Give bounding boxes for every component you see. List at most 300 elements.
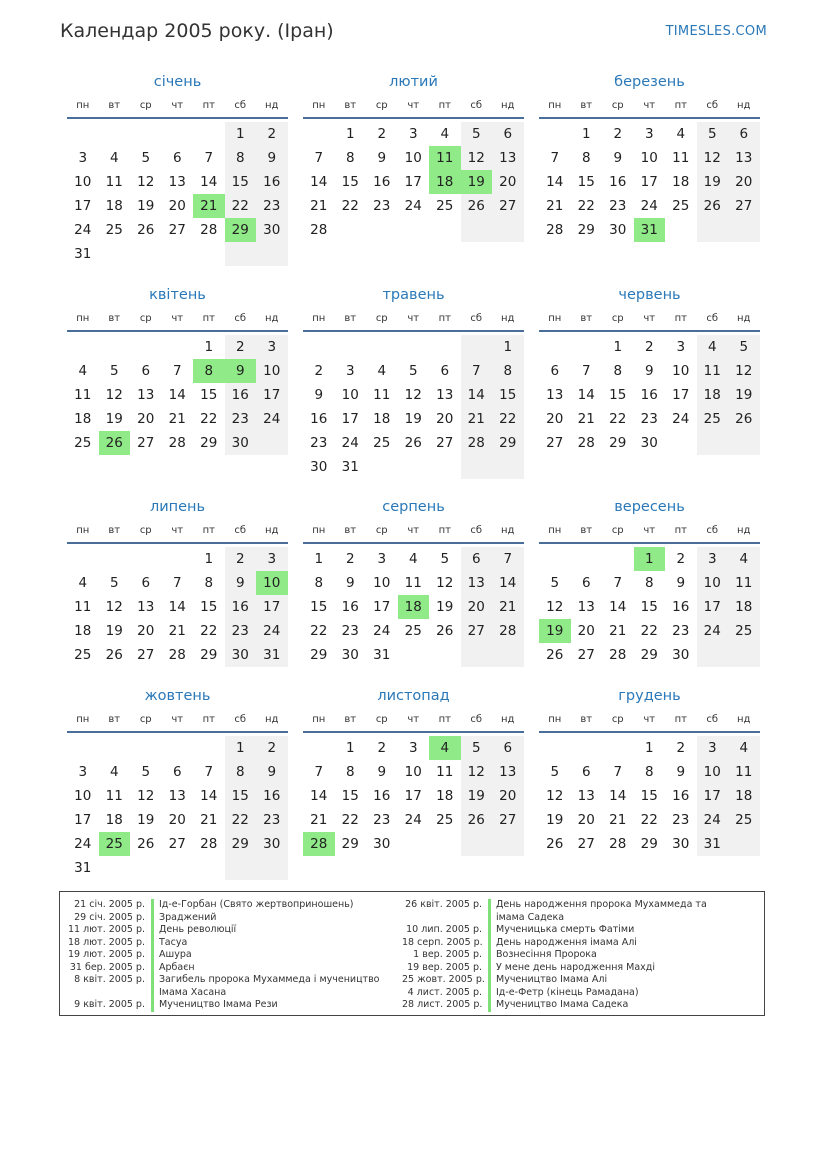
day-cell: 5	[109, 575, 119, 591]
weekday-label: сб	[234, 313, 247, 324]
day-cell: 12	[105, 599, 123, 615]
day-cell: 10	[697, 760, 729, 784]
day-cell: 2	[377, 126, 387, 142]
holiday-marker	[151, 912, 154, 925]
empty-cell	[539, 736, 571, 760]
day-cell: 16	[225, 383, 257, 407]
holiday-marker	[151, 899, 154, 912]
legend-row	[65, 899, 394, 912]
day-cell: 30	[373, 836, 391, 852]
day-cell: 8	[581, 150, 591, 166]
weekday-header	[539, 711, 760, 729]
day-cell: 28	[609, 836, 627, 852]
day-cell: 18	[105, 812, 123, 828]
weekday-label: вт	[580, 313, 593, 324]
day-cell: 26	[436, 623, 454, 639]
day-cell: 13	[436, 387, 454, 403]
day-cell: 29	[609, 435, 627, 451]
header-rule	[67, 731, 288, 733]
weekday-label: ср	[139, 525, 152, 536]
weekday-label: вт	[108, 714, 121, 725]
weekday-label: сб	[706, 525, 719, 536]
weekday-label: ср	[375, 100, 388, 111]
day-cell: 9	[377, 150, 387, 166]
day-cell: 15	[640, 788, 658, 804]
legend-row	[65, 974, 394, 999]
weekday-label: чт	[171, 100, 184, 111]
day-grid	[539, 122, 760, 242]
legend-row	[65, 949, 394, 962]
empty-cell	[130, 856, 162, 880]
day-cell: 13	[728, 146, 760, 170]
day-cell: 25	[74, 647, 92, 663]
day-cell: 6	[172, 764, 182, 780]
day-cell: 2	[377, 740, 387, 756]
day-cell: 16	[609, 174, 627, 190]
legend-text: Тасуа	[159, 936, 188, 948]
day-cell: 21	[310, 812, 328, 828]
day-cell: 15	[200, 599, 218, 615]
day-cell: 16	[640, 387, 658, 403]
day-cell: 29	[310, 647, 328, 663]
day-cell: 29	[200, 435, 218, 451]
day-cell: 3	[408, 126, 418, 142]
day-cell: 9	[256, 760, 288, 784]
day-cell: 23	[672, 812, 690, 828]
day-cell: 11	[74, 599, 92, 615]
weekday-label: пт	[438, 100, 451, 111]
empty-cell	[697, 431, 729, 455]
day-cell: 23	[256, 194, 288, 218]
day-cell: 17	[697, 595, 729, 619]
day-cell: 17	[404, 788, 422, 804]
month-block	[67, 72, 288, 266]
empty-cell	[697, 218, 729, 242]
empty-cell	[461, 455, 493, 479]
legend-date: 29 січ. 2005 р.	[74, 911, 145, 923]
day-cell: 20	[137, 623, 155, 639]
day-cell: 30	[225, 431, 257, 455]
day-cell: 12	[546, 599, 564, 615]
weekday-label: вт	[344, 100, 357, 111]
day-cell: 15	[609, 387, 627, 403]
day-cell: 29	[640, 836, 658, 852]
weekday-header	[67, 522, 288, 540]
empty-cell	[225, 242, 257, 266]
weekday-label: ср	[611, 525, 624, 536]
month-block	[539, 72, 760, 242]
weekday-label: чт	[407, 100, 420, 111]
holiday-marker	[488, 949, 491, 962]
day-cell: 10	[74, 788, 92, 804]
weekday-label: пт	[674, 525, 687, 536]
holiday-marker	[488, 999, 491, 1012]
weekday-label: нд	[737, 714, 751, 725]
day-cell: 14	[200, 174, 218, 190]
month-name: березень	[614, 74, 685, 90]
day-cell: 16	[672, 599, 690, 615]
day-cell: 26	[728, 407, 760, 431]
day-cell: 24	[256, 407, 288, 431]
day-cell: 5	[550, 764, 560, 780]
day-grid	[67, 736, 288, 880]
day-cell: 7	[492, 547, 524, 571]
weekday-header	[539, 97, 760, 115]
empty-cell	[728, 218, 760, 242]
day-cell: 30	[225, 643, 257, 667]
day-cell: 28	[168, 647, 186, 663]
day-cell: 6	[550, 363, 560, 379]
day-cell: 18	[398, 595, 430, 619]
empty-cell	[162, 547, 194, 571]
header-rule	[67, 542, 288, 544]
day-cell: 15	[577, 174, 595, 190]
day-cell: 3	[408, 740, 418, 756]
day-cell: 4	[78, 363, 88, 379]
legend-text: Ід-е-Фетр (кінець Рамадана)	[496, 986, 639, 998]
day-cell: 9	[314, 387, 324, 403]
weekday-label: пн	[76, 525, 90, 536]
empty-cell	[461, 643, 493, 667]
day-cell: 7	[314, 150, 324, 166]
weekday-label: пн	[76, 313, 90, 324]
day-cell: 29	[492, 431, 524, 455]
empty-cell	[492, 643, 524, 667]
empty-cell	[99, 335, 131, 359]
weekday-label: ср	[375, 313, 388, 324]
day-cell: 16	[256, 170, 288, 194]
month-block	[303, 686, 524, 856]
day-cell: 14	[310, 174, 328, 190]
day-cell: 1	[225, 122, 257, 146]
day-cell: 19	[539, 619, 571, 643]
day-cell: 25	[99, 832, 131, 856]
day-cell: 2	[256, 736, 288, 760]
weekday-header	[67, 310, 288, 328]
day-cell: 11	[429, 146, 461, 170]
weekday-label: пт	[438, 525, 451, 536]
day-cell: 15	[225, 170, 257, 194]
day-cell: 23	[609, 198, 627, 214]
day-cell: 21	[609, 623, 627, 639]
day-cell: 24	[373, 623, 391, 639]
legend-date: 18 серп. 2005 р.	[402, 936, 483, 948]
weekday-label: пт	[674, 313, 687, 324]
day-cell: 22	[577, 198, 595, 214]
brand-link[interactable]: TIMESLES.COM	[665, 24, 767, 39]
day-cell: 4	[429, 736, 461, 760]
day-cell: 16	[256, 784, 288, 808]
empty-cell	[571, 547, 603, 571]
day-cell: 4	[697, 335, 729, 359]
day-cell: 27	[168, 222, 186, 238]
empty-cell	[99, 122, 131, 146]
weekday-label: нд	[737, 525, 751, 536]
day-cell: 6	[141, 363, 151, 379]
day-cell: 7	[461, 359, 493, 383]
day-cell: 17	[404, 174, 422, 190]
day-cell: 26	[105, 647, 123, 663]
weekday-label: нд	[265, 714, 279, 725]
day-cell: 26	[99, 431, 131, 455]
weekday-label: чт	[407, 714, 420, 725]
day-cell: 20	[137, 411, 155, 427]
month-name: листопад	[377, 688, 450, 704]
day-grid	[303, 335, 524, 479]
weekday-label: пн	[312, 100, 326, 111]
day-cell: 26	[546, 836, 564, 852]
day-cell: 28	[200, 222, 218, 238]
day-cell: 20	[577, 623, 595, 639]
day-cell: 11	[404, 575, 422, 591]
day-cell: 9	[377, 764, 387, 780]
day-cell: 8	[492, 359, 524, 383]
day-cell: 4	[728, 547, 760, 571]
legend-text: Загибель пророка Мухаммеда і мучеництво Імама Хасана	[159, 974, 380, 998]
day-cell: 1	[644, 740, 654, 756]
day-cell: 28	[492, 619, 524, 643]
empty-cell	[99, 242, 131, 266]
holiday-marker	[151, 937, 154, 950]
day-cell: 30	[672, 647, 690, 663]
day-cell: 6	[728, 122, 760, 146]
holiday-marker	[151, 962, 154, 975]
day-cell: 28	[609, 647, 627, 663]
day-grid	[67, 335, 288, 455]
day-cell: 17	[341, 411, 359, 427]
day-cell: 2	[644, 339, 654, 355]
day-cell: 23	[341, 623, 359, 639]
weekday-label: ср	[611, 100, 624, 111]
day-cell: 5	[141, 764, 151, 780]
empty-cell	[99, 856, 131, 880]
day-cell: 12	[137, 788, 155, 804]
day-cell: 19	[461, 170, 493, 194]
day-cell: 20	[461, 595, 493, 619]
day-cell: 6	[172, 150, 182, 166]
day-cell: 30	[310, 459, 328, 475]
weekday-label: чт	[171, 313, 184, 324]
day-cell: 12	[105, 387, 123, 403]
day-cell: 7	[581, 363, 591, 379]
day-cell: 25	[373, 435, 391, 451]
day-cell: 31	[697, 832, 729, 856]
day-cell: 1	[345, 126, 355, 142]
day-cell: 28	[200, 836, 218, 852]
day-cell: 17	[373, 599, 391, 615]
legend-date: 19 лют. 2005 р.	[68, 949, 145, 960]
day-cell: 22	[640, 623, 658, 639]
day-cell: 6	[581, 575, 591, 591]
day-cell: 12	[728, 359, 760, 383]
day-cell: 8	[613, 363, 623, 379]
day-cell: 2	[225, 547, 257, 571]
day-cell: 11	[697, 359, 729, 383]
day-cell: 2	[676, 551, 686, 567]
legend-date: 4 лист. 2005 р.	[407, 986, 482, 998]
holiday-marker	[488, 937, 491, 950]
day-cell: 22	[609, 411, 627, 427]
holiday-marker	[488, 962, 491, 975]
empty-cell	[256, 856, 288, 880]
legend-date: 1 вер. 2005 р.	[413, 949, 482, 960]
day-cell: 5	[550, 575, 560, 591]
day-cell: 27	[492, 194, 524, 218]
legend-row	[402, 987, 731, 1000]
day-cell: 23	[225, 619, 257, 643]
empty-cell	[602, 547, 634, 571]
weekday-label: чт	[171, 525, 184, 536]
day-cell: 9	[676, 575, 686, 591]
empty-cell	[130, 547, 162, 571]
day-cell: 24	[404, 198, 422, 214]
day-cell: 16	[225, 595, 257, 619]
legend-text: У мене день народження Махді	[496, 961, 655, 973]
legend-row	[65, 924, 394, 937]
day-cell: 31	[74, 246, 92, 262]
day-cell: 9	[345, 575, 355, 591]
day-cell: 14	[577, 387, 595, 403]
month-block	[539, 497, 760, 667]
day-cell: 23	[256, 808, 288, 832]
day-cell: 12	[461, 760, 493, 784]
day-cell: 31	[373, 647, 391, 663]
legend-row	[65, 962, 394, 975]
weekday-label: пн	[312, 525, 326, 536]
day-cell: 3	[78, 764, 88, 780]
weekday-header	[303, 522, 524, 540]
weekday-label: чт	[407, 313, 420, 324]
day-cell: 27	[137, 435, 155, 451]
day-cell: 11	[105, 788, 123, 804]
day-cell: 1	[204, 339, 214, 355]
day-cell: 26	[461, 808, 493, 832]
empty-cell	[665, 218, 697, 242]
day-cell: 28	[546, 222, 564, 238]
legend-date: 28 лист. 2005 р.	[402, 999, 483, 1010]
day-cell: 18	[373, 411, 391, 427]
day-cell: 1	[204, 551, 214, 567]
day-cell: 21	[609, 812, 627, 828]
empty-cell	[67, 335, 99, 359]
day-cell: 13	[546, 387, 564, 403]
day-cell: 28	[461, 431, 493, 455]
day-cell: 27	[168, 836, 186, 852]
day-cell: 19	[461, 784, 493, 808]
day-cell: 28	[168, 435, 186, 451]
weekday-label: сб	[234, 525, 247, 536]
day-cell: 16	[373, 174, 391, 190]
empty-cell	[99, 736, 131, 760]
month-name: грудень	[618, 688, 681, 704]
day-cell: 19	[697, 170, 729, 194]
day-cell: 20	[168, 198, 186, 214]
weekday-label: пн	[548, 313, 562, 324]
empty-cell	[539, 547, 571, 571]
month-block	[67, 686, 288, 880]
empty-cell	[256, 242, 288, 266]
day-cell: 21	[492, 595, 524, 619]
day-cell: 16	[310, 411, 328, 427]
empty-cell	[303, 736, 335, 760]
empty-cell	[303, 122, 335, 146]
day-cell: 3	[676, 339, 686, 355]
day-cell: 21	[577, 411, 595, 427]
header-rule	[67, 117, 288, 119]
day-cell: 23	[225, 407, 257, 431]
day-cell: 17	[672, 387, 690, 403]
day-cell: 9	[225, 359, 257, 383]
month-name: вересень	[614, 499, 685, 515]
day-cell: 21	[310, 198, 328, 214]
day-cell: 23	[310, 435, 328, 451]
weekday-header	[303, 711, 524, 729]
empty-cell	[398, 832, 430, 856]
month-block	[539, 285, 760, 455]
day-cell: 24	[341, 435, 359, 451]
day-cell: 10	[256, 571, 288, 595]
day-cell: 29	[200, 647, 218, 663]
day-cell: 29	[225, 832, 257, 856]
empty-cell	[335, 218, 367, 242]
empty-cell	[429, 455, 461, 479]
weekday-label: ср	[139, 100, 152, 111]
empty-cell	[602, 736, 634, 760]
weekday-label: вт	[580, 714, 593, 725]
day-cell: 15	[492, 383, 524, 407]
day-cell: 4	[440, 126, 450, 142]
day-cell: 18	[429, 170, 461, 194]
holiday-marker	[151, 924, 154, 937]
empty-cell	[130, 335, 162, 359]
day-cell: 21	[200, 812, 218, 828]
day-cell: 4	[78, 575, 88, 591]
empty-cell	[193, 856, 225, 880]
day-cell: 16	[672, 788, 690, 804]
header-rule	[303, 731, 524, 733]
day-cell: 25	[105, 222, 123, 238]
day-cell: 26	[137, 222, 155, 238]
day-cell: 30	[341, 647, 359, 663]
day-cell: 13	[492, 146, 524, 170]
weekday-label: вт	[344, 525, 357, 536]
legend-text: День революції	[159, 924, 237, 935]
weekday-label: нд	[501, 100, 515, 111]
header-rule	[539, 731, 760, 733]
day-cell: 19	[105, 623, 123, 639]
weekday-label: сб	[470, 525, 483, 536]
legend-text: День народження імама Алі	[496, 936, 637, 948]
day-grid	[303, 547, 524, 667]
empty-cell	[162, 335, 194, 359]
day-cell: 23	[672, 623, 690, 639]
day-cell: 17	[640, 174, 658, 190]
empty-cell	[492, 455, 524, 479]
day-cell: 1	[314, 551, 324, 567]
day-cell: 27	[492, 808, 524, 832]
day-cell: 17	[74, 812, 92, 828]
header-rule	[539, 330, 760, 332]
empty-cell	[665, 431, 697, 455]
day-cell: 27	[728, 194, 760, 218]
day-cell: 19	[546, 812, 564, 828]
weekday-label: сб	[234, 714, 247, 725]
weekday-label: сб	[706, 714, 719, 725]
day-cell: 25	[436, 198, 454, 214]
day-cell: 7	[613, 764, 623, 780]
empty-cell	[67, 736, 99, 760]
legend-date: 18 лют. 2005 р.	[68, 936, 145, 948]
